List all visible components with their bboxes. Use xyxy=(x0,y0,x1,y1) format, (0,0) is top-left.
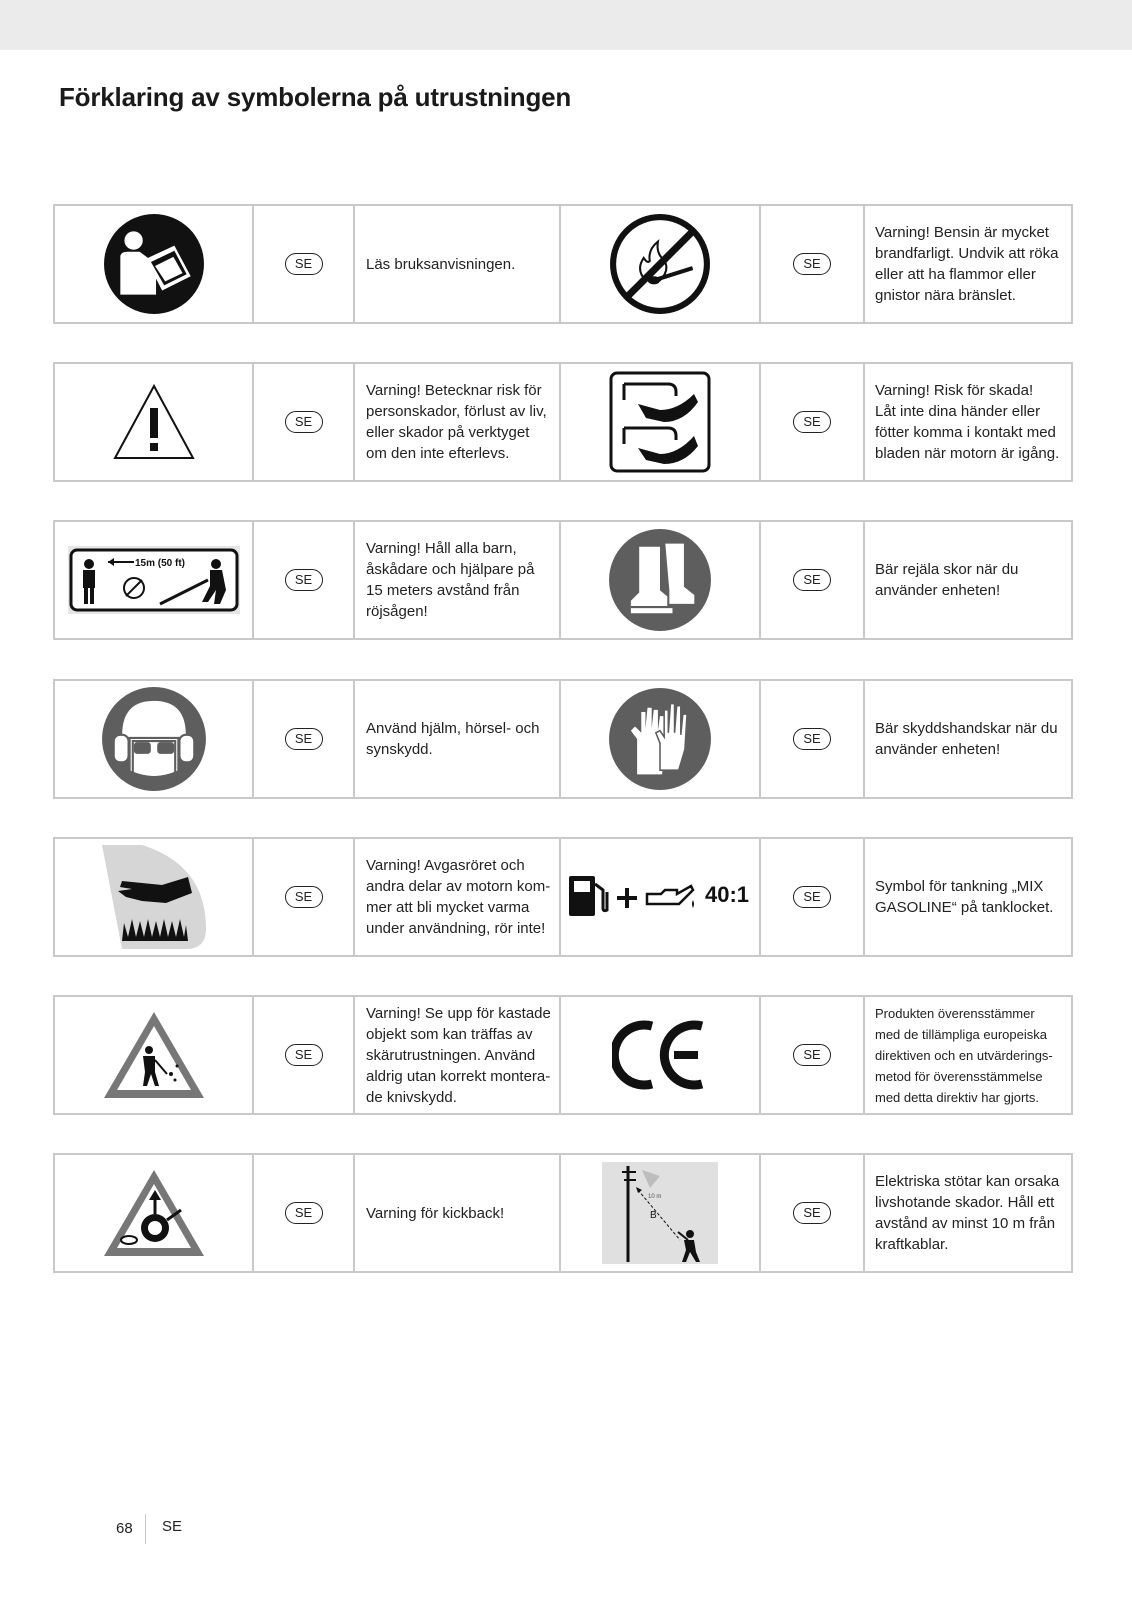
symbol-cell xyxy=(559,679,761,799)
symbol-cell xyxy=(53,362,254,482)
language-cell xyxy=(252,1153,355,1273)
description-cell xyxy=(863,995,1073,1115)
description-cell xyxy=(353,520,561,640)
symbol-description: Symbol för tankning „MIX GASOLINE“ på tanklocket. xyxy=(875,878,1054,916)
language-badge: SE xyxy=(793,569,831,591)
kickback-icon xyxy=(101,1166,207,1260)
language-badge: SE xyxy=(793,253,831,275)
symbol-cell xyxy=(53,995,254,1115)
symbol-description: Varning! Bensin är mycket brandfarligt. Undvik att röka eller att ha flammor eller gnistor nära bränslet. xyxy=(875,224,1059,304)
power-line-distance-icon xyxy=(602,1162,718,1264)
gloves-icon xyxy=(608,687,712,791)
page-title: Förklaring av symbolerna på utrustningen xyxy=(59,82,572,112)
symbol-cell xyxy=(559,995,761,1115)
description-cell xyxy=(863,1153,1073,1273)
symbol-description: Varning! Se upp för kastade objekt som kan träffas av skärutrustningen. Använd aldrig utan korrekt montera- de knivskydd. xyxy=(366,1004,551,1106)
hand-blade-danger-icon xyxy=(608,370,712,474)
symbol-row xyxy=(53,204,1079,324)
footer-divider xyxy=(145,1514,146,1544)
safety-distance-icon xyxy=(68,546,240,614)
hot-surface-icon xyxy=(102,845,206,949)
symbol-cell xyxy=(53,520,254,640)
warning-triangle-icon xyxy=(112,382,196,462)
language-cell xyxy=(759,204,865,324)
language-badge: SE xyxy=(285,253,323,275)
language-cell xyxy=(759,1153,865,1273)
symbol-description: Varning! Risk för skada! Låt inte dina händer eller fötter komma i kontakt med bladen när motorn är igång. xyxy=(875,382,1060,462)
fuel-mix-icon xyxy=(565,872,755,922)
symbol-row xyxy=(53,362,1079,482)
safety-boots-icon xyxy=(608,528,712,632)
no-fire-icon xyxy=(609,213,711,315)
symbol-row xyxy=(53,679,1079,799)
distance-label: 10 m xyxy=(648,1194,662,1200)
mix-ratio-label: 40:1 xyxy=(705,882,750,907)
language-cell xyxy=(252,204,355,324)
symbol-cell xyxy=(559,204,761,324)
symbol-cell xyxy=(53,204,254,324)
symbol-description: Bär skyddshandskar när du använder enheten! xyxy=(875,720,1058,758)
language-badge: SE xyxy=(285,1044,323,1066)
language-cell xyxy=(759,995,865,1115)
description-cell xyxy=(863,362,1073,482)
description-cell xyxy=(353,1153,561,1273)
language-cell xyxy=(759,679,865,799)
distance-label: 15m (50 ft) xyxy=(134,558,185,569)
language-badge: SE xyxy=(285,411,323,433)
description-cell xyxy=(863,520,1073,640)
helmet-protection-icon xyxy=(101,686,207,792)
footer-language: SE xyxy=(162,1518,183,1535)
language-cell xyxy=(252,837,355,957)
symbol-cell xyxy=(559,1153,761,1273)
symbol-description: Använd hjälm, hörsel- och synskydd. xyxy=(366,720,540,758)
symbol-description: Produkten överensstämmer med de tillämpliga europeiska direktiven och en utvärderings- metod för överensstämmelse med detta direktiv har gjorts. xyxy=(875,1005,1053,1105)
language-cell xyxy=(252,679,355,799)
symbol-cell xyxy=(53,1153,254,1273)
symbol-cell xyxy=(559,362,761,482)
read-manual-icon xyxy=(103,213,205,315)
symbol-row xyxy=(53,837,1079,957)
symbol-cell xyxy=(53,837,254,957)
symbol-description: Bär rejäla skor när du använder enheten! xyxy=(875,561,1019,599)
language-cell xyxy=(759,362,865,482)
symbol-description: Elektriska stötar kan orsaka livshotande skador. Håll ett avstånd av minst 10 m från kraftkablar. xyxy=(875,1173,1060,1253)
description-cell xyxy=(353,679,561,799)
language-badge: SE xyxy=(285,1202,323,1224)
symbol-description: Läs bruksanvisningen. xyxy=(366,255,516,273)
top-band xyxy=(0,0,1132,50)
description-cell xyxy=(353,362,561,482)
description-cell xyxy=(863,204,1073,324)
thrown-objects-icon xyxy=(101,1008,207,1102)
language-cell xyxy=(252,520,355,640)
language-badge: SE xyxy=(793,1044,831,1066)
language-cell xyxy=(252,362,355,482)
language-badge: SE xyxy=(285,728,323,750)
symbol-description: Varning! Betecknar risk för personskador, förlust av liv, eller skador på verktyget om den inte efterlevs. xyxy=(366,382,547,462)
symbol-cell xyxy=(53,679,254,799)
language-badge: SE xyxy=(793,411,831,433)
page-number: 68 xyxy=(116,1520,133,1537)
zone-label: B xyxy=(650,1210,657,1221)
symbol-row xyxy=(53,995,1079,1115)
language-badge: SE xyxy=(285,886,323,908)
language-badge: SE xyxy=(793,1202,831,1224)
symbol-cell xyxy=(559,520,761,640)
language-cell xyxy=(759,520,865,640)
description-cell xyxy=(863,679,1073,799)
language-badge: SE xyxy=(285,569,323,591)
description-cell xyxy=(353,204,561,324)
language-cell xyxy=(252,995,355,1115)
ce-mark-icon xyxy=(612,1020,708,1090)
description-cell xyxy=(353,837,561,957)
symbol-cell xyxy=(559,837,761,957)
symbol-description: Varning! Avgasröret och andra delar av motorn kom- mer att bli mycket varma under användning, rör inte! xyxy=(366,857,551,937)
language-cell xyxy=(759,837,865,957)
symbol-row xyxy=(53,520,1079,640)
description-cell xyxy=(863,837,1073,957)
symbol-description: Varning för kickback! xyxy=(366,1204,505,1222)
symbol-row xyxy=(53,1153,1079,1273)
language-badge: SE xyxy=(793,728,831,750)
description-cell xyxy=(353,995,561,1115)
symbol-description: Varning! Håll alla barn, åskådare och hjälpare på 15 meters avstånd från röjsågen! xyxy=(366,540,535,620)
language-badge: SE xyxy=(793,886,831,908)
